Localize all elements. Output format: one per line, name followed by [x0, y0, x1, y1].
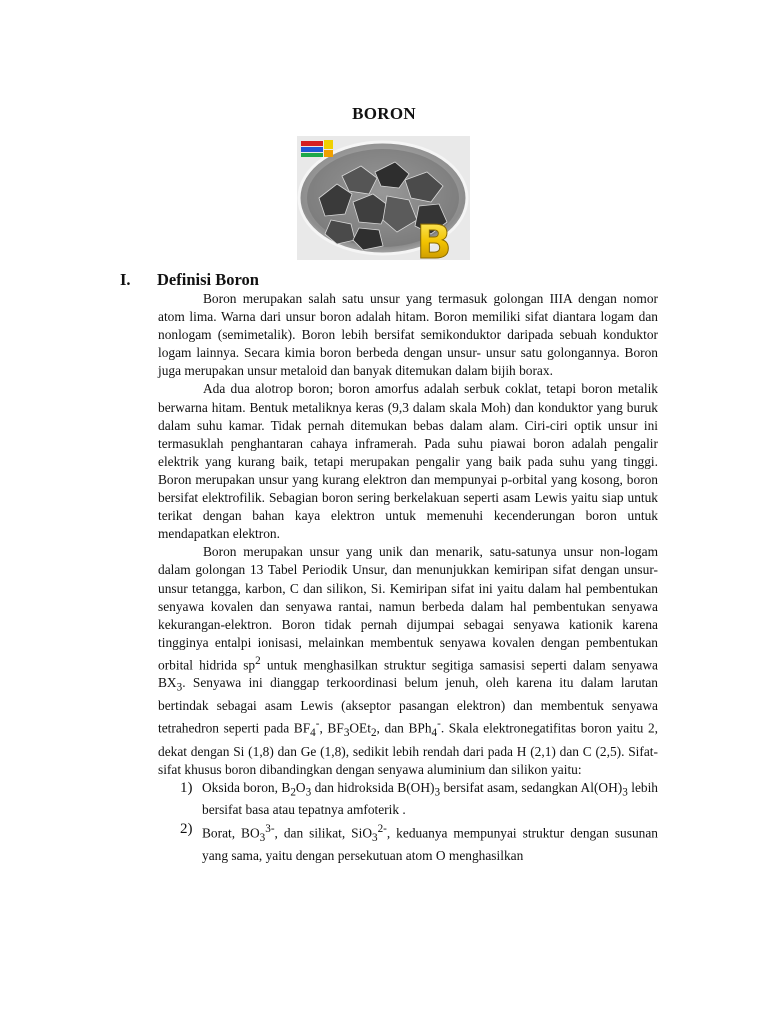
- properties-list: [158, 779, 658, 865]
- periodic-table-icon: [301, 140, 333, 157]
- paragraph-2: Ada dua alotrop boron; boron amorfus adalah serbuk coklat, tetapi boron metalik berwarna hitam. Bentuk metaliknya keras (9,3 dalam skala Moh) dan konduktor yang buruk dalam suhu kamar. Tidak pernah ditemukan bebas dalam alam. Ciri-ciri optik unsur ini termasuklah penghantaran cahaya inframerah. Pada suhu piawai boron adalah pengalir elektrik yang kurang baik, tetapi merupakan pengalir yang baik pada suhu yang tinggi. Boron merupakan unsur yang kurang elektron dan mempunyai p-orbital yang kosong, boron bersifat elektrofilik. Sebagian boron sering berkelakuan seperti asam Lewis yaitu siap untuk terikat dengan bahan kaya elektron untuk memenuhi kecenderungan boron untuk mendapatkan elektron.: [158, 381, 658, 542]
- paragraph-1: Boron merupakan salah satu unsur yang termasuk golongan IIIA dengan nomor atom lima. Warna dari unsur boron adalah hitam. Boron memiliki sifat diantara logam dan nonlogam (semimetalik). Boron lebih bersifat semikonduktor daripada sebuah konduktor logam lainnya. Secara kimia boron berbeda dengan unsur- unsur satu golongannya. Boron juga merupakan unsur metaloid dan banyak ditemukan dalam bijih borax.: [158, 291, 658, 379]
- boron-sample-illustration: [297, 136, 470, 260]
- list-item: 1) Oksida boron, $B_2O_3$ dan hidroksida $B(OH)_3$ bersifat asam, sedangkan $Al(OH)_3$ lebih bersifat basa atau tepatnya amfoterik .: [180, 779, 658, 818]
- list-item: 2) Borat, $BO_3^{3-}$, dan silikat, SiO$_3^{2-}$, keduanya mempunyai struktur dengan susunan yang sama, yaitu dengan persekutuan atom O menghasilkan: [180, 820, 658, 863]
- boron-photo: [297, 136, 470, 260]
- section-number: I.: [120, 270, 131, 289]
- section-heading: [120, 270, 660, 290]
- section-title: Definisi Boron: [157, 270, 259, 289]
- document-body: [158, 290, 658, 865]
- list-number: 2): [180, 820, 193, 837]
- list-number: 1): [180, 779, 193, 796]
- paragraph-3: Boron merupakan unsur yang unik dan menarik, satu-satunya unsur non-logam dalam golongan 13 Tabel Periodik Unsur, dan menunjukkan kemiripan sifat dengan unsur-unsur tetangga, karbon, C dan silikon, Si. Kemiripan sifat ini yaitu dalam hal pembentukan senyawa kovalen dan senyawa rantai, namun berbeda dalam hal pembentukan senyawa kekurangan-elektron. Boron tidak pernah dijumpai sebagai senyawa kationik karena tingginya entalpi ionisasi, melainkan membentuk senyawa kovalen dengan pembentukan orbital hidrida $sp^2$ untuk menghasilkan struktur segitiga samasisi seperti dalam senyawa $BX_3$. Senyawa ini dianggap terkoordinasi belum jenuh, oleh karena itu dalam larutan bertindak sebagai asam Lewis (akseptor pasangan elektron) dan membentuk senyawa tetrahedron seperti pada $BF_4^-$, $BF_3OEt_2$, dan BPh$_4$-. Skala elektronegatifitas boron yaitu 2, dekat dengan Si (1,8) dan Ge (1,8), sedikit lebih rendah dari pada H (2,1) dan C (2,5). Sifat-sifat khusus boron dibandingkan dengan senyawa aluminium dan silikon yaitu:: [158, 544, 658, 777]
- page-title: BORON: [352, 104, 416, 123]
- boron-letter: B: [416, 215, 452, 260]
